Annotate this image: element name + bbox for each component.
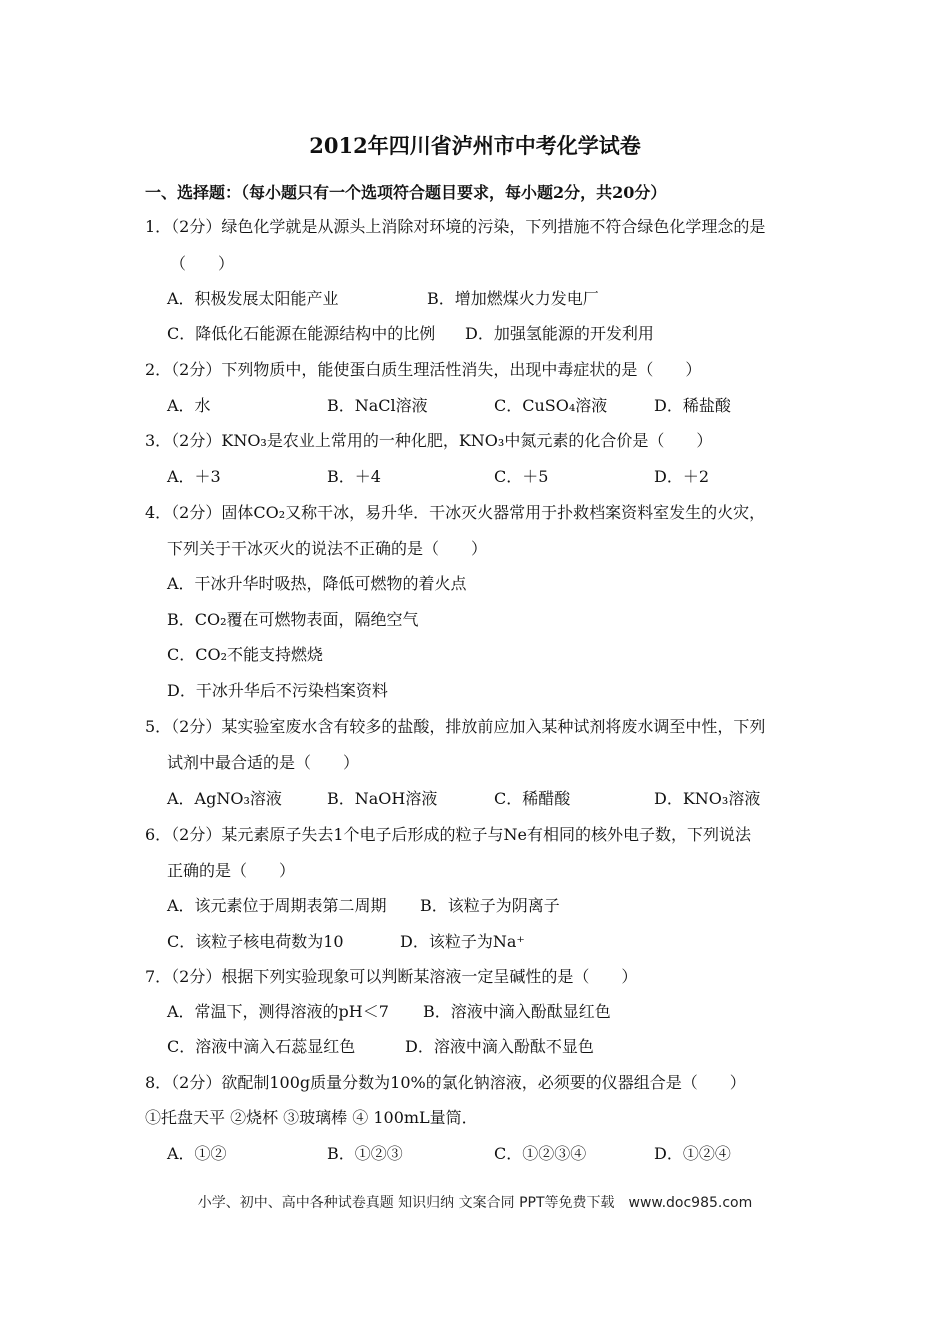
option-c: C．降低化石能源在能源结构中的比例 <box>167 324 436 343</box>
option-d: D．溶液中滴入酚酞不显色 <box>405 1037 594 1056</box>
question-stem-cont: 下列关于干冰灭火的说法不正确的是（ ） <box>167 539 488 558</box>
question-stem: 3．（2分）KNO₃是农业上常用的一种化肥，KNO₃中氮元素的化合价是（ ） <box>145 431 713 450</box>
option-b: B．该粒子为阴离子 <box>420 896 560 915</box>
option-d: D．①②④ <box>654 1144 731 1163</box>
question-stem: 8．（2分）欲配制100g质量分数为10%的氯化钠溶液，必须要的仪器组合是（ ） <box>145 1073 746 1092</box>
option-b: B．①②③ <box>327 1144 403 1163</box>
question-stem-cont: 试剂中最合适的是（ ） <box>167 753 360 772</box>
option-a: A．AgNO₃溶液 <box>167 789 282 808</box>
question-stem-cont: 正确的是（ ） <box>167 861 296 880</box>
option-a: A．水 <box>167 396 211 415</box>
question-stem-cont: ①托盘天平 ②烧杯 ③玻璃棒 ④ 100mL量筒． <box>145 1108 478 1127</box>
section-heading: 一、选择题：（每小题只有一个选项符合题目要求，每小题2分，共20分） <box>145 183 667 202</box>
exam-title: 2012年四川省泸州市中考化学试卷 <box>309 133 641 158</box>
question-stem: 5．（2分）某实验室废水含有较多的盐酸，排放前应加入某种试剂将废水调至中性，下列 <box>145 717 766 736</box>
option-b: B．＋4 <box>327 467 381 486</box>
option-d: D．＋2 <box>654 467 710 486</box>
question-stem: 4．（2分）固体CO₂又称干冰，易升华．干冰灭火器常用于扑救档案资料室发生的火灾， <box>145 503 766 522</box>
option-c: C．CO₂不能支持燃烧 <box>167 645 324 664</box>
option-b: B．CO₂覆在可燃物表面，隔绝空气 <box>167 610 419 629</box>
option-d: D．加强氢能源的开发利用 <box>465 324 654 343</box>
option-a: A．积极发展太阳能产业 <box>167 289 339 308</box>
option-c: C．溶液中滴入石蕊显红色 <box>167 1037 356 1056</box>
option-c: C．①②③④ <box>494 1144 587 1163</box>
question-stem-cont: （ ） <box>170 254 235 273</box>
option-a: A．常温下，测得溶液的pH＜7 <box>167 1002 389 1021</box>
page-footer: 小学、初中、高中各种试卷真题 知识归纳 文案合同 PPT等免费下载 www.doc985.com <box>197 1195 753 1211</box>
option-c: C．＋5 <box>494 467 549 486</box>
option-d: D．该粒子为Na⁺ <box>400 932 525 951</box>
option-d: D．干冰升华后不污染档案资料 <box>167 681 388 700</box>
option-c: C．该粒子核电荷数为10 <box>167 932 344 951</box>
option-b: B．NaCl溶液 <box>327 396 428 415</box>
option-b: B．溶液中滴入酚酞显红色 <box>423 1002 611 1021</box>
option-a: A．干冰升华时吸热，降低可燃物的着火点 <box>167 574 467 593</box>
option-d: D．KNO₃溶液 <box>654 789 761 808</box>
option-c: C．稀醋酸 <box>494 789 571 808</box>
option-a: A．①② <box>167 1144 227 1163</box>
question-stem: 6．（2分）某元素原子失去1个电子后形成的粒子与Ne有相同的核外电子数，下列说法 <box>145 825 752 844</box>
option-a: A．该元素位于周期表第二周期 <box>167 896 387 915</box>
option-a: A．＋3 <box>167 467 221 486</box>
option-d: D．稀盐酸 <box>654 396 731 415</box>
question-stem: 1．（2分）绿色化学就是从源头上消除对环境的污染，下列措施不符合绿色化学理念的是 <box>145 217 766 236</box>
option-b: B．增加燃煤火力发电厂 <box>427 289 599 308</box>
question-stem: 2．（2分）下列物质中，能使蛋白质生理活性消失，出现中毒症状的是（ ） <box>145 360 702 379</box>
option-b: B．NaOH溶液 <box>327 789 438 808</box>
option-c: C．CuSO₄溶液 <box>494 396 608 415</box>
question-stem: 7．（2分）根据下列实验现象可以判断某溶液一定呈碱性的是（ ） <box>145 967 638 986</box>
